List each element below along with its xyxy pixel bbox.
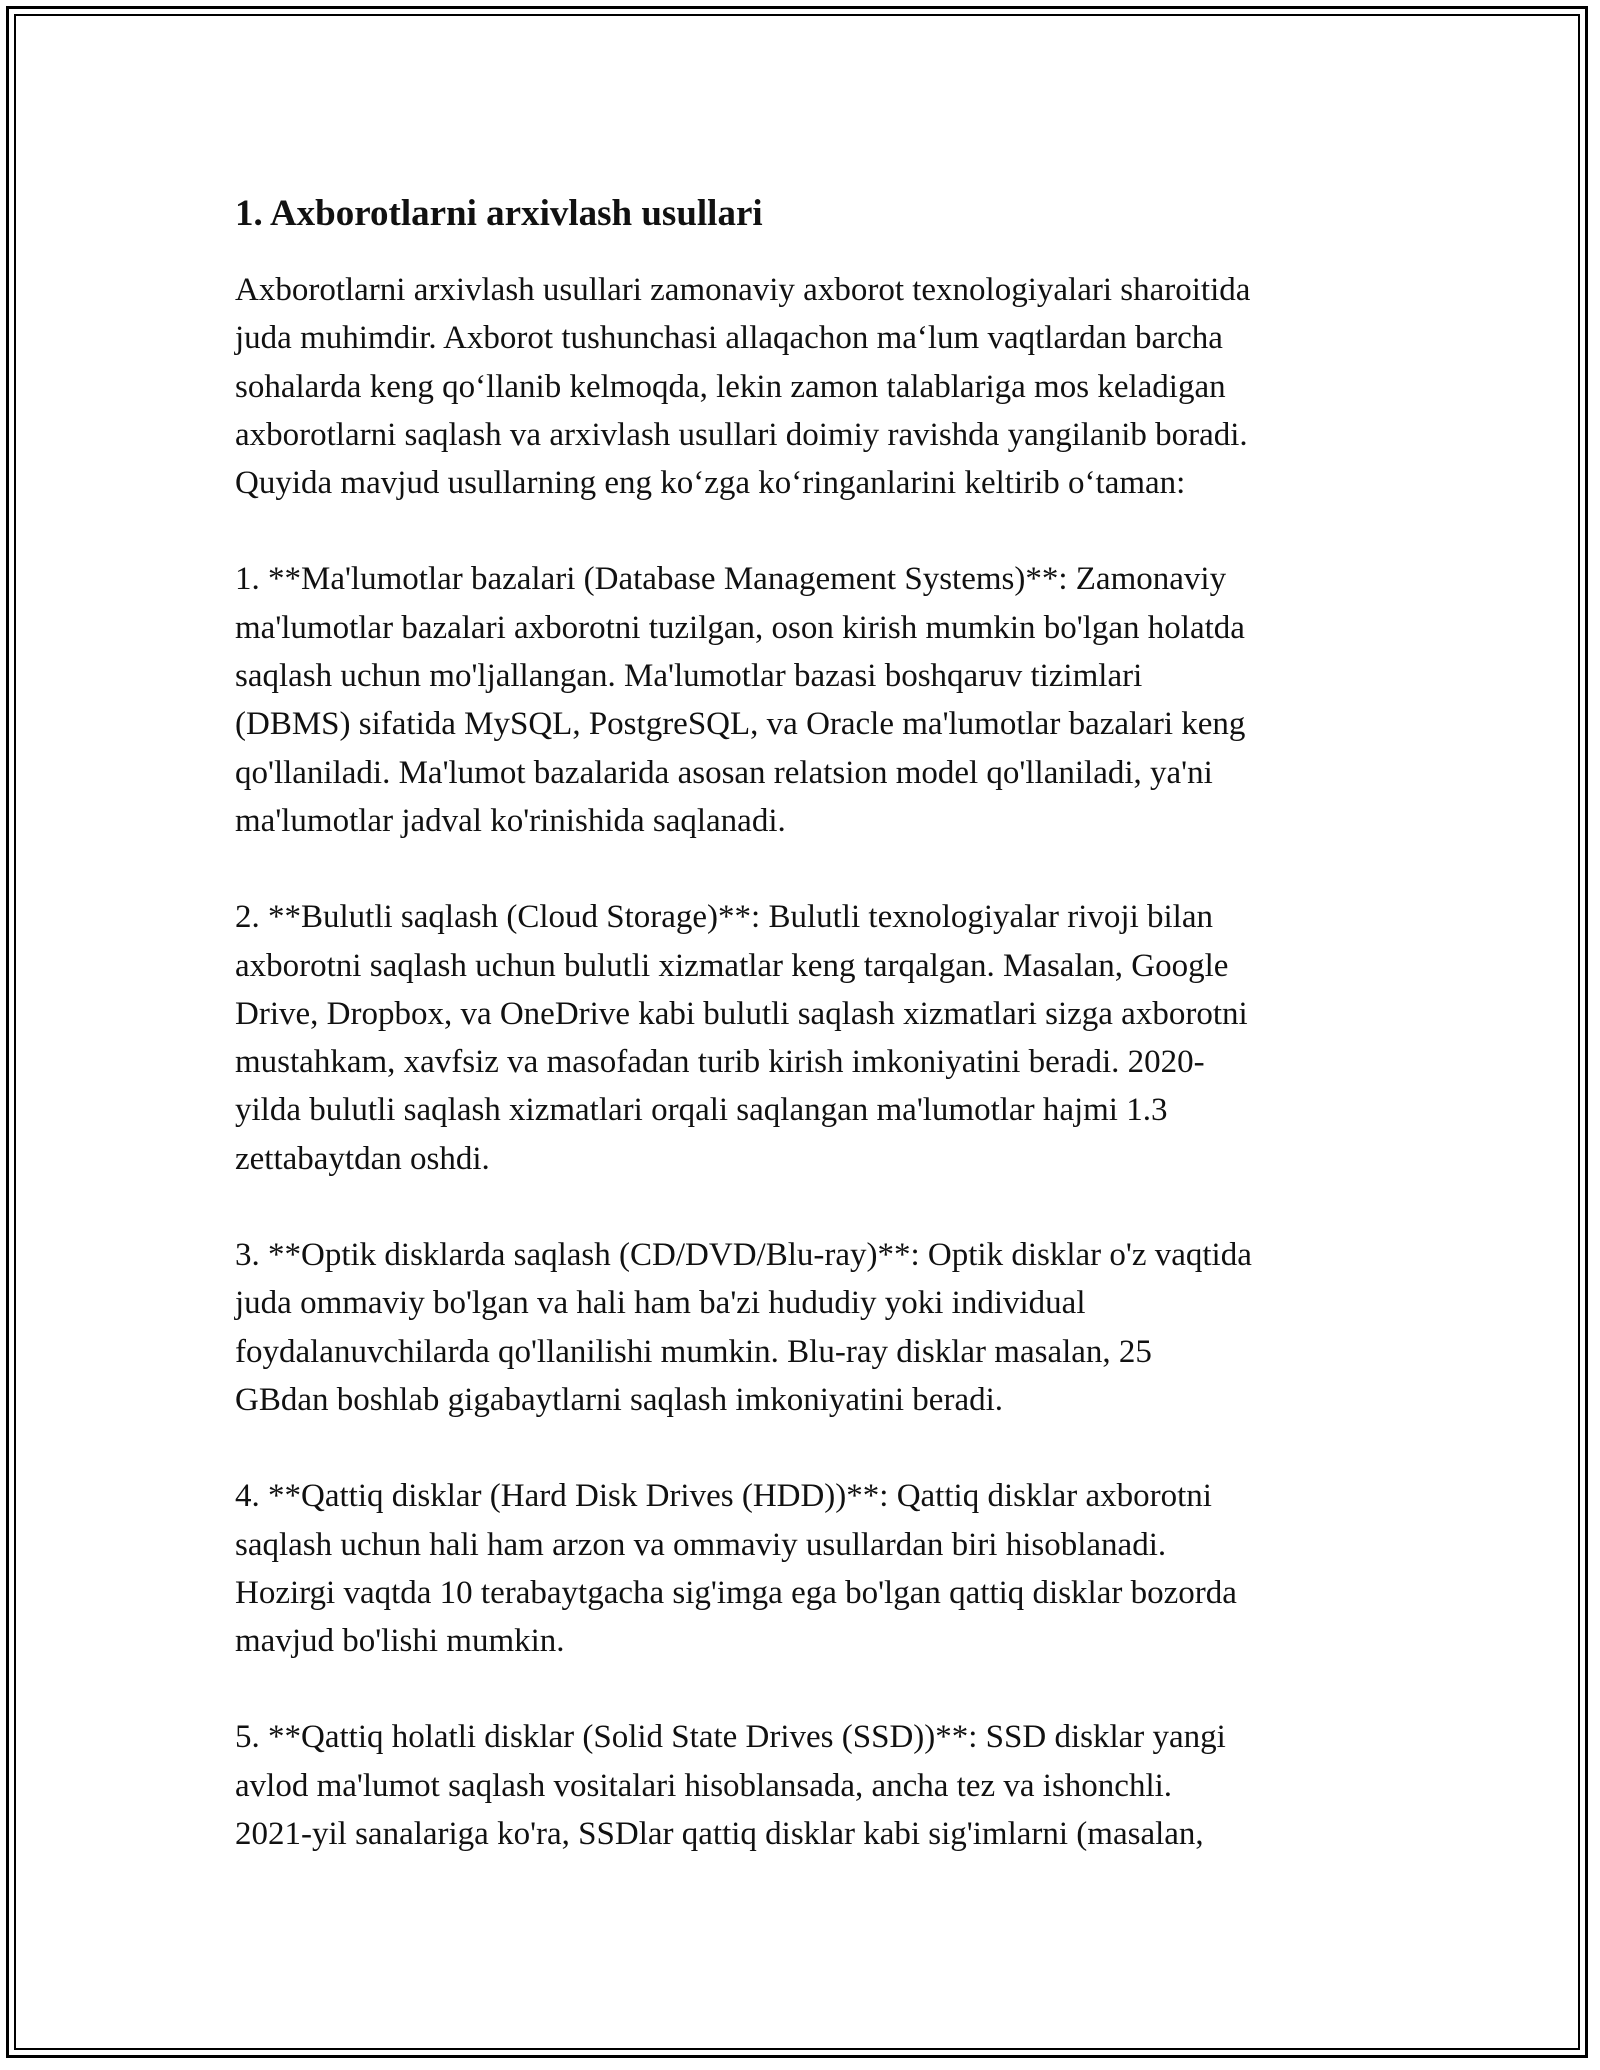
text-line: juda muhimdir. Axborot tushunchasi allaqachon maʻlum vaqtlardan barcha [235,320,1223,357]
text-line: qo'llaniladi. Ma'lumot bazalarida asosan relatsion model qo'llaniladi, ya'ni [235,754,1213,791]
text-line: Axborotlarni arxivlash usullari zamonaviy axborot texnologiyalari sharoitida [235,272,1251,308]
text-line: avlod ma'lumot saqlash vositalari hisoblansada, ancha tez va ishonchli. [235,1767,1173,1804]
text-line: sohalarda keng qoʻllanib kelmoqda, lekin zamon talablariga mos keladigan [235,368,1226,405]
text-line: zettabaytdan oshdi. [235,1140,490,1177]
text-line: Drive, Dropbox, va OneDrive kabi bulutli saqlash xizmatlari sizga axborotni [235,995,1248,1032]
text-line: mustahkam, xavfsiz va masofadan turib kirish imkoniyatini beradi. 2020- [235,1044,1205,1081]
text-line: Hozirgi vaqtda 10 terabaytgacha sig'imga ega bo'lgan qattiq disklar bozorda [235,1574,1237,1611]
text-line: 5. **Qattiq holatli disklar (Solid State Drives (SSD))**: SSD disklar yangi [235,1719,1226,1756]
text-line: 2021-yil sanalariga ko'ra, SSDlar qattiq disklar kabi sig'imlarni (masalan, [235,1816,1204,1853]
text-line: saqlash uchun hali ham arzon va ommaviy usullardan biri hisoblanadi. [235,1526,1167,1563]
paragraph [235,1472,1395,1665]
text-line: juda ommaviy bo'lgan va hali ham ba'zi hududiy yoki individual [235,1285,1086,1322]
text-line: GBdan boshlab gigabaytlarni saqlash imkoniyatini beradi. [235,1381,1004,1418]
paragraph [235,555,1395,845]
paragraph-list [235,266,1395,1858]
text-line: 3. **Optik disklarda saqlash (CD/DVD/Blu-ray)**: Optik disklar o'z vaqtida [235,1237,1252,1274]
text-line: Quyida mavjud usullarning eng koʻzga koʻringanlarini keltirib oʻtaman: [235,465,1186,502]
text-line: (DBMS) sifatida MySQL, PostgreSQL, va Oracle ma'lumotlar bazalari keng [235,706,1246,743]
paragraph [235,266,1395,507]
text-line: ma'lumotlar jadval ko'rinishida saqlanadi. [235,802,786,839]
text-line: mavjud bo'lishi mumkin. [235,1623,565,1660]
section-heading: 1. Axborotlarni arxivlash usullari [235,193,763,234]
text-line: 1. **Ma'lumotlar bazalari (Database Management Systems)**: Zamonaviy [235,561,1227,598]
text-line: axborotlarni saqlash va arxivlash usullari doimiy ravishda yangilanib boradi. [235,416,1248,453]
text-line: 2. **Bulutli saqlash (Cloud Storage)**: Bulutli texnologiyalar rivoji bilan [235,899,1213,936]
text-line: saqlash uchun mo'ljallangan. Ma'lumotlar bazasi boshqaruv tizimlari [235,658,1143,695]
paragraph [235,893,1395,1183]
document-body [235,188,1395,1906]
text-line: ma'lumotlar bazalari axborotni tuzilgan, oson kirish mumkin bo'lgan holatda [235,609,1245,646]
paragraph [235,1713,1395,1858]
text-line: yilda bulutli saqlash xizmatlari orqali saqlangan ma'lumotlar hajmi 1.3 [235,1092,1168,1129]
text-line: axborotni saqlash uchun bulutli xizmatlar keng tarqalgan. Masalan, Google [235,947,1229,984]
text-line: 4. **Qattiq disklar (Hard Disk Drives (HDD))**: Qattiq disklar axborotni [235,1478,1212,1515]
paragraph [235,1231,1395,1424]
text-line: foydalanuvchilarda qo'llanilishi mumkin. Blu-ray disklar masalan, 25 [235,1333,1152,1370]
